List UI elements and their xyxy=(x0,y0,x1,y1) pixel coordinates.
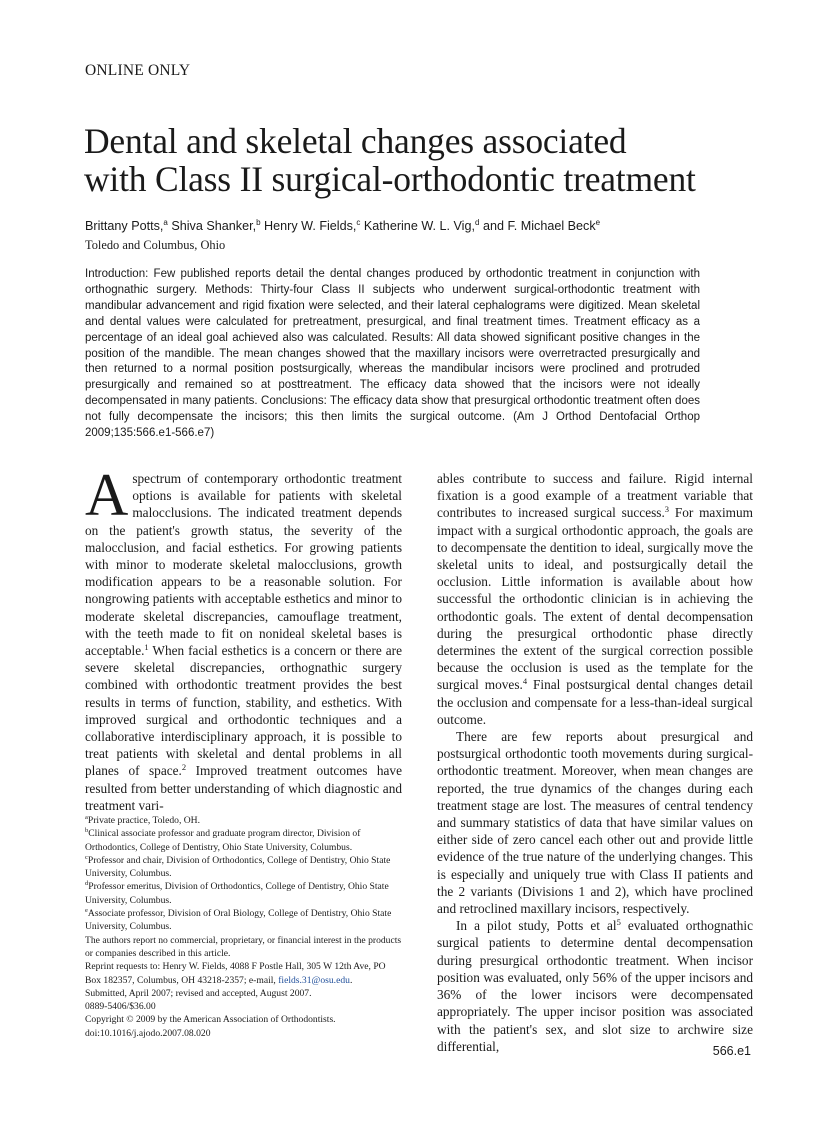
body-text: spectrum of contemporary orthodontic treatment options is available for patients with skeletal malocclusions. The indicated treatment depends on the patient's growth status, the severity of the malocclusion, and facial esthetics. For growing patients with minor to moderate skeletal malocclusions, growth modification appears to be a reasonable solution. For nongrowing patients with acceptable esthetics and minor to moderate skeletal discrepancies, camouflage treatment, with the teeth made to fit on nonideal skeletal bases is acceptable. xyxy=(85,471,402,659)
reprint-note: Reprint requests to: Henry W. Fields, 4088 F Postle Hall, 305 W 12th Ave, PO Box 182357, Columbus, OH 43218-2357; e-mail, fields.31@osu.edu. xyxy=(85,961,386,986)
author-mark: b xyxy=(256,218,261,227)
author-name: F. Michael Beck xyxy=(507,219,596,233)
author-mark: d xyxy=(474,218,480,227)
affiliation-location: Toledo and Columbus, Ohio xyxy=(85,238,226,252)
citation-ref: 4 xyxy=(522,676,528,687)
footnotes xyxy=(85,814,403,1040)
abstract: Introduction: Few published reports detail the dental changes produced by orthodontic treatment in conjunction with orthognathic surgery. Methods: Thirty-four Class II subjects who underwent surgical-orthodontic treatment with mandibular advancement and rigid fixation were selected, and their lateral cephalograms were digitized. Mean skeletal and dental values were calculated for pretreatment, presurgical, and final treatment times. Treatment efficacy as a percentage of an ideal goal achieved also was calculated. Results: All data showed significant positive changes in the position of the mandible. The mean changes showed that the maxillary incisors were overretracted presurgically and then returned to a normal position postsurgically, whereas the mandibular incisors were proclined and protruded presurgically and remained so at posttreatment. The efficacy data showed that the incisors were not ideally decompensated in many patients. Conclusions: The efficacy data show that presurgical orthodontic treatment often does not fully decompensate the incisors; this then limits the surgical outcome. (Am J Orthod Dentofacial Orthop 2009;135:566.e1-566.e7) xyxy=(85,268,700,440)
page-number: 566.e1 xyxy=(712,1044,751,1058)
body-text: For maximum impact with a surgical orthodontic approach, the goals are to decompensate the dentition to ideal, surgically move the skeletal units to ideal, and postsurgically detail the occlusion. Little information is available about how successful the orthodontic clinician is in achieving the orthodontic goals. The extent of dental decompensation during the presurgical orthodontic phase directly determines the extent of the surgical correction possible because the occlusion is used as the template for the surgical moves. xyxy=(437,505,753,693)
drop-cap: A xyxy=(85,462,129,528)
footnote-b: $^b$Clinical associate professor and graduate program director, Division of Orthodontics, College of Dentistry, Ohio State University, Columbus. xyxy=(85,827,361,853)
footnote-d: $^d$Professor emeritus, Division of Orthodontics, College of Dentistry, Ohio State University, Columbus. xyxy=(85,880,389,906)
body-text: evaluated orthognathic surgical patients to determine dental decompensation during presurgical orthodontic treatment. When incisor position was evaluated, only 56% of the upper incisors and 36% of the lower incisors were decompensated appropriately. The upper incisor position was associated with the patient's sex, and slot size to archwire size differential, xyxy=(437,918,753,1054)
copyright-note: Copyright © 2009 by the American Association of Orthodontists. xyxy=(85,1014,336,1026)
body-text: Improved treatment outcomes have resulted from better understanding of which diagnostic and treatment vari- xyxy=(85,763,402,813)
doi-note: doi:10.1016/j.ajodo.2007.08.020 xyxy=(85,1027,211,1039)
email-link[interactable]: fields.31@osu.edu xyxy=(278,974,350,986)
citation-ref: 1 xyxy=(144,642,149,653)
author-name: Brittany Potts, xyxy=(85,219,164,233)
body-paragraph xyxy=(437,917,753,1055)
author-mark: c xyxy=(356,218,361,227)
footnote-e: $^e$Associate professor, Division of Oral Biology, College of Dentistry, Ohio State University, Columbus. xyxy=(85,907,392,933)
body-text: In a pilot study, Potts et al xyxy=(456,918,617,934)
author-list xyxy=(85,219,600,233)
author-name: Henry W. Fields, xyxy=(264,219,357,233)
title-line-1: Dental and skeletal changes associated xyxy=(84,121,627,161)
footnote-c: $^c$Professor and chair, Division of Orthodontics, College of Dentistry, Ohio State University, Columbus. xyxy=(85,853,391,880)
body-column-left xyxy=(85,462,402,814)
body-text: When facial esthetics is a concern or there are severe skeletal discrepancies, orthognathic surgery combined with orthodontic treatment provides the best results in terms of function, stability, and esthetics. With improved surgical and orthodontic techniques and a collaborative interdisciplinary approach, it is possible to treat patients with skeletal and dental problems in all planes of space. xyxy=(85,643,402,779)
body-column-right xyxy=(437,470,753,1055)
article-title xyxy=(84,122,764,198)
submitted-note: Submitted, April 2007; revised and accepted, August 2007. xyxy=(85,987,312,999)
author-name: Shiva Shanker, xyxy=(171,219,257,233)
author-mark: e xyxy=(595,218,601,227)
author-conjunction: and xyxy=(482,219,504,233)
title-line-2: with Class II surgical-orthodontic treatment xyxy=(84,159,696,199)
issn-note: 0889-5406/$36.00 xyxy=(85,1001,156,1013)
footnote-a: $^a$Private practice, Toledo, OH. xyxy=(85,814,200,826)
body-paragraph xyxy=(85,462,402,814)
section-label: ONLINE ONLY xyxy=(85,62,191,79)
disclosure-note: The authors report no commercial, proprietary, or financial interest in the products or companies described in this article. xyxy=(85,934,402,959)
author-mark: a xyxy=(163,218,168,227)
body-paragraph: There are few reports about presurgical and postsurgical orthodontic tooth movements during surgical-orthodontic treatment. Moreover, when mean changes are reported, the true dynamics of the changes during each treatment stage are lost. The measures of central tendency and summary statistics of data that have similar values on either side of zero cancel each other out and provide little evidence of the true nature of the underlying changes. This is especially and uniquely true with Class II patients and the 2 variants (Divisions 1 and 2), which have proclined and retroclined maxillary incisors, respectively. xyxy=(437,729,753,917)
body-text: ables contribute to success and failure. Rigid internal fixation is a good example of a treatment variable that contributes to increased surgical success. xyxy=(437,471,753,521)
citation-ref: 5 xyxy=(616,917,621,928)
body-paragraph xyxy=(437,470,753,728)
citation-ref: 3 xyxy=(664,504,670,515)
body-text: Final postsurgical dental changes detail the occlusion and compensate for a less-than-ideal surgical outcome. xyxy=(437,677,754,727)
citation-ref: 2 xyxy=(181,762,187,773)
author-name: Katherine W. L. Vig, xyxy=(363,219,475,233)
